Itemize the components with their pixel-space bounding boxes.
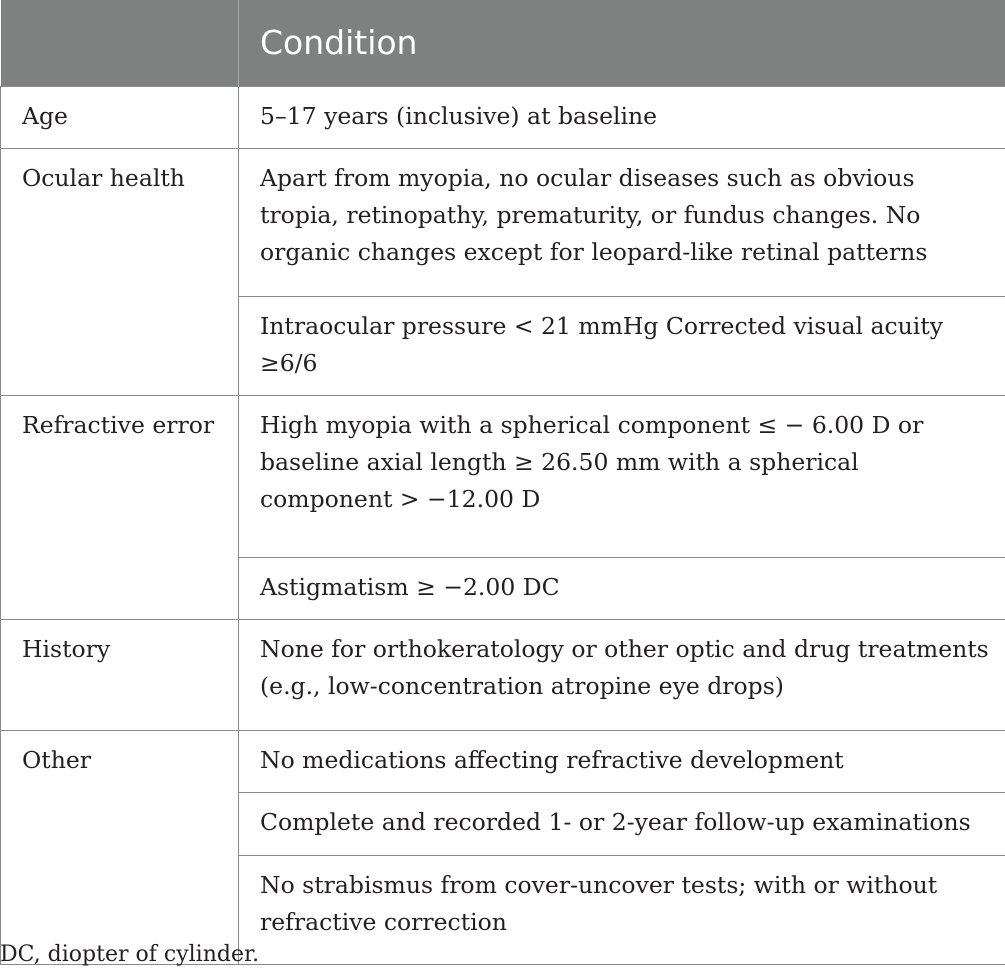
description-cell: 5–17 years (inclusive) at baseline: [239, 86, 1005, 148]
table-row: [1, 148, 1005, 296]
header-condition-label: Condition: [260, 23, 418, 63]
description-cell: None for orthokeratology or other optic and drug treatments (e.g., low-concentration atropine eye drops): [239, 619, 1005, 730]
condition-cell: Refractive error: [1, 395, 239, 619]
table-header-row: [1, 0, 1005, 86]
description-cell: Astigmatism ≥ −2.00 DC: [239, 557, 1005, 619]
description-cell: No strabismus from cover-uncover tests; with or without refractive correction: [239, 855, 1005, 964]
description-cell: Apart from myopia, no ocular diseases such as obvious tropia, retinopathy, prematurity, or fundus changes. No organic changes except for leopard-like retinal patterns: [239, 148, 1005, 296]
table-footnote: DC, diopter of cylinder.: [0, 942, 260, 967]
table-row: [1, 730, 1005, 792]
description-cell: Complete and recorded 1- or 2-year follow-up examinations: [239, 792, 1005, 855]
condition-cell: Age: [1, 86, 239, 148]
condition-cell: Other: [1, 730, 239, 964]
header-cell-condition: [239, 0, 1005, 86]
condition-cell: Ocular health: [1, 148, 239, 395]
description-cell: Intraocular pressure < 21 mmHg Corrected visual acuity ≥6/6: [239, 296, 1005, 395]
condition-cell: History: [1, 619, 239, 730]
header-cell-empty: [1, 0, 239, 86]
table-row: [1, 86, 1005, 148]
table-row: [1, 395, 1005, 557]
description-cell: High myopia with a spherical component ≤ − 6.00 D or baseline axial length ≥ 26.50 mm with a spherical component > −12.00 D: [239, 395, 1005, 557]
table-row: [1, 619, 1005, 730]
description-cell: No medications affecting refractive development: [239, 730, 1005, 792]
